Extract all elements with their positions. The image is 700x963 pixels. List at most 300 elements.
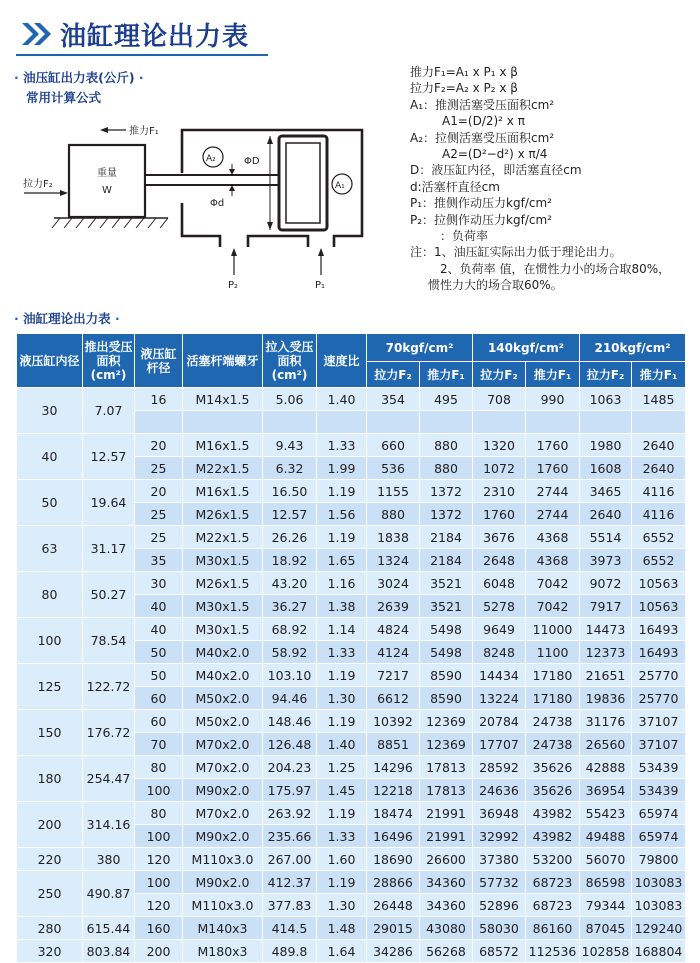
- table-cell: M40x2.0: [183, 664, 263, 687]
- table-cell: 7042: [526, 572, 580, 595]
- table-cell: 52896: [473, 894, 526, 917]
- col-header-pull-force: 拉力F₂: [473, 362, 526, 388]
- table-cell: 12369: [420, 733, 473, 756]
- table-cell: 1.19: [317, 664, 367, 687]
- table-cell: 495: [420, 388, 473, 411]
- table-cell: M90x2.0: [183, 779, 263, 802]
- table-cell: 235.66: [263, 825, 317, 848]
- table-row: [17, 871, 686, 894]
- table-cell: 412.37: [263, 871, 317, 894]
- title-underline: [16, 54, 268, 56]
- table-cell: 16: [135, 388, 183, 411]
- table-cell: [263, 411, 317, 434]
- table-cell: 168804: [632, 940, 686, 963]
- table-cell: 55423: [580, 802, 632, 825]
- pull-arrow-icon: [24, 190, 68, 196]
- section1-title: 油压缸出力表(公斤): [23, 70, 135, 85]
- table-cell: 100: [135, 825, 183, 848]
- table-cell: 6552: [632, 526, 686, 549]
- cell-push-area: 19.64: [83, 480, 135, 526]
- table-cell: 1980: [580, 434, 632, 457]
- table-cell: 267.00: [263, 848, 317, 871]
- table-cell: 160: [135, 917, 183, 940]
- table-cell: 60: [135, 687, 183, 710]
- table-cell: 53439: [632, 756, 686, 779]
- table-cell: 2310: [473, 480, 526, 503]
- cell-bore: 125: [17, 664, 83, 710]
- table-cell: 12369: [420, 710, 473, 733]
- table-cell: 65974: [632, 802, 686, 825]
- table-cell: 1.19: [317, 526, 367, 549]
- table-cell: 14296: [367, 756, 420, 779]
- cell-bore: 180: [17, 756, 83, 802]
- formula-line: A₁：推测活塞受压面积cm²: [410, 97, 555, 112]
- table-row: [17, 917, 686, 940]
- push-label: 推力F₁: [129, 126, 159, 137]
- table-cell: 1.45: [317, 779, 367, 802]
- table-cell: 1.38: [317, 595, 367, 618]
- table-row: [17, 526, 686, 549]
- table-body: [17, 388, 686, 963]
- table-cell: 35626: [526, 756, 580, 779]
- table-cell: 414.5: [263, 917, 317, 940]
- table-cell: 175.97: [263, 779, 317, 802]
- table-cell: 42888: [580, 756, 632, 779]
- table-cell: M90x2.0: [183, 871, 263, 894]
- table-cell: 21651: [580, 664, 632, 687]
- section1-subtitle: 常用计算公式: [26, 90, 102, 105]
- table-row: [17, 802, 686, 825]
- phi-D-label: ΦD: [244, 156, 260, 167]
- col-header-rod: 液压缸杆径: [135, 334, 183, 388]
- table-cell: 20: [135, 434, 183, 457]
- table-cell: 103083: [632, 894, 686, 917]
- table-cell: 25: [135, 503, 183, 526]
- table-cell: 880: [367, 503, 420, 526]
- table-cell: [317, 411, 367, 434]
- table-cell: 7917: [580, 595, 632, 618]
- table-cell: 489.8: [263, 940, 317, 963]
- formula-line: 注：1、油压缸实际出力低于理论出力。: [410, 245, 622, 260]
- piston-rod: [145, 175, 281, 185]
- table-row: [17, 434, 686, 457]
- cell-bore: 50: [17, 480, 83, 526]
- section2-title: 油缸理论出力表: [23, 311, 111, 326]
- table-cell: 37107: [632, 733, 686, 756]
- port-p2-arrow-icon: [231, 248, 237, 275]
- table-cell: [632, 411, 686, 434]
- formula-line: 惯性力大的场合取60%。: [428, 278, 563, 293]
- table-cell: M30x1.5: [183, 549, 263, 572]
- table-cell: 58.92: [263, 641, 317, 664]
- table-cell: M90x2.0: [183, 825, 263, 848]
- table-cell: 1.65: [317, 549, 367, 572]
- table-cell: 5498: [420, 641, 473, 664]
- table-cell: 87045: [580, 917, 632, 940]
- table-cell: 1324: [367, 549, 420, 572]
- cell-bore: 200: [17, 802, 83, 848]
- table-cell: 1.33: [317, 434, 367, 457]
- table-cell: 2640: [632, 434, 686, 457]
- col-header-push-area: 推出受压面积(cm²): [83, 334, 135, 388]
- table-cell: [420, 411, 473, 434]
- table-cell: 1760: [473, 503, 526, 526]
- table-cell: 4116: [632, 480, 686, 503]
- table-cell: 1100: [526, 641, 580, 664]
- p1-label: P₁: [315, 280, 326, 291]
- table-cell: 19836: [580, 687, 632, 710]
- cell-bore: 63: [17, 526, 83, 572]
- table-cell: 86598: [580, 871, 632, 894]
- cell-bore: 80: [17, 572, 83, 618]
- table-cell: 58030: [473, 917, 526, 940]
- formula-line: A₂：拉侧活塞受压面积cm²: [410, 130, 555, 145]
- table-cell: 68723: [526, 894, 580, 917]
- table-cell: 1372: [420, 503, 473, 526]
- table-cell: 56070: [580, 848, 632, 871]
- table-cell: 1.19: [317, 802, 367, 825]
- table-cell: 86160: [526, 917, 580, 940]
- table-cell: 20784: [473, 710, 526, 733]
- table-cell: 1.30: [317, 894, 367, 917]
- table-cell: 354: [367, 388, 420, 411]
- table-cell: 1760: [526, 457, 580, 480]
- push-arrow-icon: [100, 127, 126, 133]
- double-chevron-icon: [22, 23, 52, 45]
- table-cell: M22x1.5: [183, 526, 263, 549]
- table-cell: 36954: [580, 779, 632, 802]
- table-cell: M16x1.5: [183, 480, 263, 503]
- table-cell: 4116: [632, 503, 686, 526]
- col-header-bore: 液压缸内径: [17, 334, 83, 388]
- table-cell: 204.23: [263, 756, 317, 779]
- cell-bore: 30: [17, 388, 83, 434]
- table-cell: 6612: [367, 687, 420, 710]
- table-cell: 660: [367, 434, 420, 457]
- table-cell: 5.06: [263, 388, 317, 411]
- formula-line: d:活塞杆直径cm: [410, 179, 500, 194]
- a1-label: A₁: [335, 181, 345, 191]
- p2-label: P₂: [228, 280, 239, 291]
- col-header-pull-force: 拉力F₂: [580, 362, 632, 388]
- cell-push-area: 254.47: [83, 756, 135, 802]
- cell-push-area: 176.72: [83, 710, 135, 756]
- table-row: [17, 664, 686, 687]
- table-cell: 1.33: [317, 825, 367, 848]
- table-cell: 20: [135, 480, 183, 503]
- table-cell: 1.56: [317, 503, 367, 526]
- table-cell: 3465: [580, 480, 632, 503]
- table-cell: 28866: [367, 871, 420, 894]
- table-cell: 4368: [526, 549, 580, 572]
- col-header-push-force: 推力F₁: [526, 362, 580, 388]
- table-cell: 1.16: [317, 572, 367, 595]
- table-cell: M70x2.0: [183, 756, 263, 779]
- table-cell: 2744: [526, 480, 580, 503]
- table-cell: 4824: [367, 618, 420, 641]
- table-row: [17, 388, 686, 411]
- formula-line: A1=(D/2)² x π: [442, 114, 525, 129]
- table-cell: 1.25: [317, 756, 367, 779]
- table-row: [17, 618, 686, 641]
- table-cell: 126.48: [263, 733, 317, 756]
- table-cell: 200: [135, 940, 183, 963]
- table-cell: M140x3: [183, 917, 263, 940]
- table-cell: 1320: [473, 434, 526, 457]
- table-cell: 1.40: [317, 388, 367, 411]
- table-cell: 9072: [580, 572, 632, 595]
- table-cell: [580, 411, 632, 434]
- table-cell: 13224: [473, 687, 526, 710]
- table-cell: 43982: [526, 802, 580, 825]
- table-cell: 1838: [367, 526, 420, 549]
- table-cell: 1.14: [317, 618, 367, 641]
- col-header-pull-area: 拉入受压面积(cm²): [263, 334, 317, 388]
- table-cell: 18474: [367, 802, 420, 825]
- cell-bore: 250: [17, 871, 83, 917]
- table-cell: 68723: [526, 871, 580, 894]
- table-cell: 120: [135, 894, 183, 917]
- table-cell: 24636: [473, 779, 526, 802]
- table-cell: 21991: [420, 825, 473, 848]
- table-cell: 100: [135, 871, 183, 894]
- formula-line: A2=(D²−d²) x π/4: [442, 147, 548, 162]
- cell-push-area: 31.17: [83, 526, 135, 572]
- table-cell: 1072: [473, 457, 526, 480]
- table-cell: 53439: [632, 779, 686, 802]
- table-cell: M30x1.5: [183, 618, 263, 641]
- table-cell: M110x3.0: [183, 894, 263, 917]
- col-header-pull-force: 拉力F₂: [367, 362, 420, 388]
- col-header-push-force: 推力F₁: [632, 362, 686, 388]
- table-cell: 50: [135, 641, 183, 664]
- table-cell: 17180: [526, 687, 580, 710]
- table-cell: 5278: [473, 595, 526, 618]
- col-header-70: 70kgf/cm²: [367, 334, 473, 362]
- table-cell: 1.19: [317, 710, 367, 733]
- formula-line: 2、负荷率 值，在惯性力小的场合取80%，: [440, 261, 671, 276]
- table-row: [17, 940, 686, 963]
- table-cell: 3973: [580, 549, 632, 572]
- cell-push-area: 615.44: [83, 917, 135, 940]
- col-header-140: 140kgf/cm²: [473, 334, 580, 362]
- table-cell: 37107: [632, 710, 686, 733]
- ground-hatch: [52, 218, 168, 228]
- table-cell: 3676: [473, 526, 526, 549]
- table-cell: 5498: [420, 618, 473, 641]
- table-cell: 4124: [367, 641, 420, 664]
- table-cell: 129240: [632, 917, 686, 940]
- weight-symbol: W: [102, 185, 112, 196]
- table-cell: 40: [135, 618, 183, 641]
- cell-push-area: 7.07: [83, 388, 135, 434]
- table-cell: [367, 411, 420, 434]
- table-cell: 68572: [473, 940, 526, 963]
- table-cell: 16493: [632, 641, 686, 664]
- table-cell: 1.64: [317, 940, 367, 963]
- table-cell: 5514: [580, 526, 632, 549]
- table-cell: 2184: [420, 526, 473, 549]
- table-cell: 26448: [367, 894, 420, 917]
- table-cell: M40x2.0: [183, 641, 263, 664]
- cell-bore: 280: [17, 917, 83, 940]
- cell-push-area: 380: [83, 848, 135, 871]
- table-cell: 1063: [580, 388, 632, 411]
- cell-bore: 40: [17, 434, 83, 480]
- table-cell: 25: [135, 457, 183, 480]
- table-cell: 17707: [473, 733, 526, 756]
- table-cell: 1.30: [317, 687, 367, 710]
- cell-push-area: 803.84: [83, 940, 135, 963]
- table-cell: 56268: [420, 940, 473, 963]
- table-cell: 25770: [632, 664, 686, 687]
- table-cell: 1.19: [317, 480, 367, 503]
- table-cell: 34286: [367, 940, 420, 963]
- table-row: [17, 480, 686, 503]
- table-cell: 53200: [526, 848, 580, 871]
- weight-label: 重量: [97, 168, 117, 179]
- table-cell: M26x1.5: [183, 572, 263, 595]
- table-cell: 32992: [473, 825, 526, 848]
- table-cell: 29015: [367, 917, 420, 940]
- table-cell: 26.26: [263, 526, 317, 549]
- table-cell: 4368: [526, 526, 580, 549]
- cell-push-area: 12.57: [83, 434, 135, 480]
- table-cell: 25: [135, 526, 183, 549]
- cell-push-area: 122.72: [83, 664, 135, 710]
- page-title-text: 油缸理论出力表: [60, 21, 250, 52]
- table-cell: [526, 411, 580, 434]
- table-cell: 16493: [632, 618, 686, 641]
- table-cell: 80: [135, 756, 183, 779]
- table-cell: 24738: [526, 733, 580, 756]
- table-cell: 263.92: [263, 802, 317, 825]
- pull-label: 拉力F₂: [23, 179, 53, 190]
- table-cell: [473, 411, 526, 434]
- table-cell: M180x3: [183, 940, 263, 963]
- cell-push-area: 490.87: [83, 871, 135, 917]
- table-cell: 70: [135, 733, 183, 756]
- table-cell: 36.27: [263, 595, 317, 618]
- formula-block: [410, 64, 670, 294]
- table-cell: 3024: [367, 572, 420, 595]
- formula-line: 推力F₁=A₁ x P₁ x β: [410, 65, 518, 79]
- table-cell: 10563: [632, 595, 686, 618]
- table-cell: 17813: [420, 756, 473, 779]
- table-cell: 12218: [367, 779, 420, 802]
- table-cell: 880: [420, 457, 473, 480]
- table-cell: 17813: [420, 779, 473, 802]
- table-cell: 120: [135, 848, 183, 871]
- table-cell: 24738: [526, 710, 580, 733]
- formula-line: 拉力F₂=A₂ x P₂ x β: [410, 81, 518, 96]
- table-cell: 43.20: [263, 572, 317, 595]
- table-cell: 35: [135, 549, 183, 572]
- cell-bore: 100: [17, 618, 83, 664]
- table-cell: 10392: [367, 710, 420, 733]
- table-cell: 880: [420, 434, 473, 457]
- table-cell: 536: [367, 457, 420, 480]
- table-cell: 25770: [632, 687, 686, 710]
- table-cell: M22x1.5: [183, 457, 263, 480]
- table-cell: 43080: [420, 917, 473, 940]
- table-cell: 80: [135, 802, 183, 825]
- formula-line: ：负荷率: [440, 229, 489, 244]
- table-cell: 43982: [526, 825, 580, 848]
- table-cell: M26x1.5: [183, 503, 263, 526]
- table-cell: 377.83: [263, 894, 317, 917]
- formula-line: P₁：推侧作动压力kgf/cm²: [410, 196, 552, 211]
- table-cell: M70x2.0: [183, 802, 263, 825]
- table-cell: 1.99: [317, 457, 367, 480]
- table-cell: 8590: [420, 687, 473, 710]
- cell-bore: 150: [17, 710, 83, 756]
- table-cell: M110x3.0: [183, 848, 263, 871]
- a2-label: A₂: [206, 154, 216, 164]
- table-cell: 68.92: [263, 618, 317, 641]
- table-cell: 10563: [632, 572, 686, 595]
- col-header-210: 210kgf/cm²: [580, 334, 686, 362]
- table-cell: 1.19: [317, 871, 367, 894]
- cell-push-area: 50.27: [83, 572, 135, 618]
- table-cell: 3521: [420, 572, 473, 595]
- table-cell: 79344: [580, 894, 632, 917]
- cell-push-area: 78.54: [83, 618, 135, 664]
- table-cell: 50: [135, 664, 183, 687]
- page-title: [22, 14, 249, 54]
- table-cell: 112536: [526, 940, 580, 963]
- table-cell: 1.40: [317, 733, 367, 756]
- formula-line: P₂：拉侧作动压力kgf/cm²: [410, 212, 552, 227]
- table-row: [17, 710, 686, 733]
- table-cell: 18.92: [263, 549, 317, 572]
- table-cell: 2744: [526, 503, 580, 526]
- table-cell: 17180: [526, 664, 580, 687]
- table-cell: 8248: [473, 641, 526, 664]
- table-cell: 30: [135, 572, 183, 595]
- table-cell: 94.46: [263, 687, 317, 710]
- table-cell: 1485: [632, 388, 686, 411]
- table-cell: 2648: [473, 549, 526, 572]
- table-cell: 1608: [580, 457, 632, 480]
- table-cell: M50x2.0: [183, 710, 263, 733]
- table-row: [17, 756, 686, 779]
- table-cell: 79800: [632, 848, 686, 871]
- table-cell: 31176: [580, 710, 632, 733]
- table-cell: 3521: [420, 595, 473, 618]
- table-cell: 26560: [580, 733, 632, 756]
- table-cell: 60: [135, 710, 183, 733]
- table-cell: 21991: [420, 802, 473, 825]
- table-cell: 6552: [632, 549, 686, 572]
- table-cell: 103.10: [263, 664, 317, 687]
- table-cell: 1760: [526, 434, 580, 457]
- table-cell: 11000: [526, 618, 580, 641]
- table-cell: 36948: [473, 802, 526, 825]
- table-cell: 14434: [473, 664, 526, 687]
- table-cell: 26600: [420, 848, 473, 871]
- table-cell: 34360: [420, 894, 473, 917]
- table-cell: 18690: [367, 848, 420, 871]
- table-cell: 57732: [473, 871, 526, 894]
- table-cell: 6048: [473, 572, 526, 595]
- table-cell: 12373: [580, 641, 632, 664]
- table-cell: 708: [473, 388, 526, 411]
- table-cell: 40: [135, 595, 183, 618]
- table-cell: 16496: [367, 825, 420, 848]
- section2-heading: · 油缸理论出力表 ·: [14, 311, 120, 326]
- table-cell: 14473: [580, 618, 632, 641]
